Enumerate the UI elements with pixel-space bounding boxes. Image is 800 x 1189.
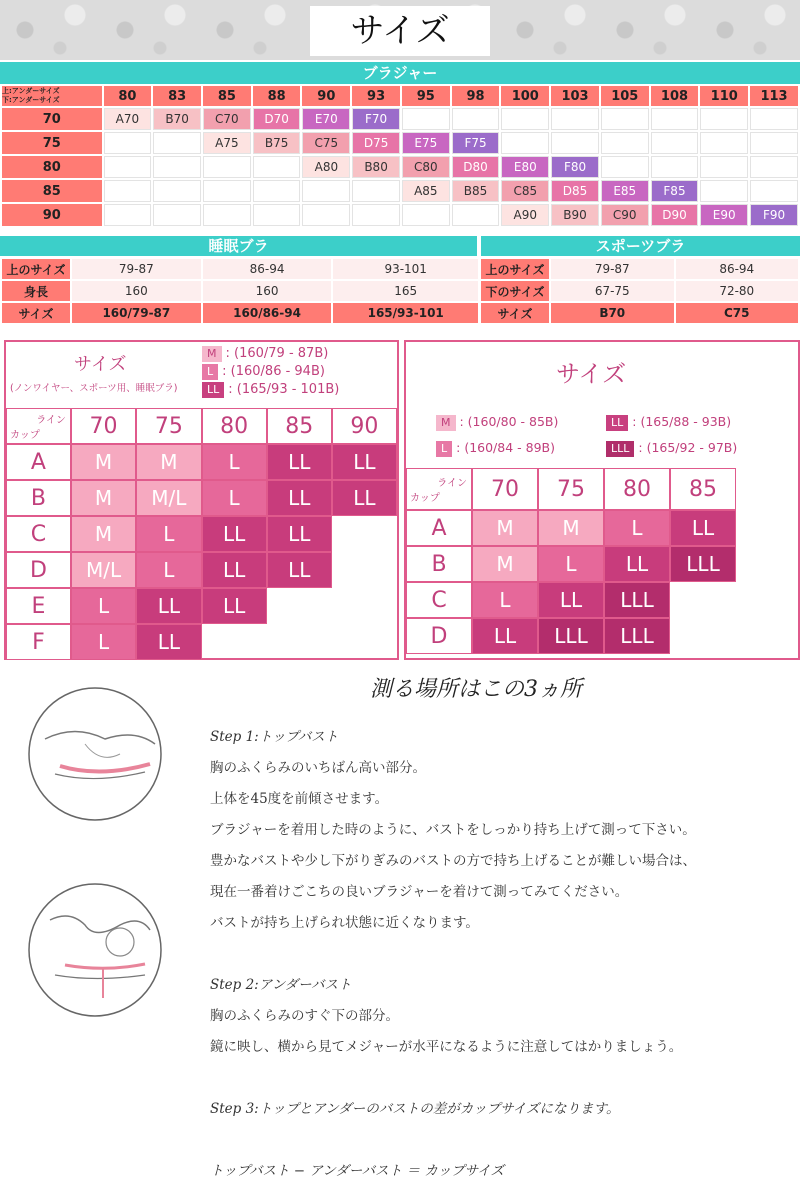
bra-size-cell [750, 180, 798, 202]
cup-column-header: 80 [604, 468, 670, 510]
measure-line: ブラジャーを着用した時のように、バストをしっかり持ち上げて測って下さい。 [210, 822, 696, 838]
bra-size-cell [402, 108, 450, 130]
left-size-panel [4, 340, 399, 660]
cup-size-cell: LL [267, 444, 332, 480]
sleep-band [0, 236, 477, 256]
bra-size-cell: D85 [551, 180, 599, 202]
bra-size-cell: E75 [402, 132, 450, 154]
bra-size-cell: D90 [651, 204, 699, 226]
bra-row-header: 75 [2, 132, 102, 154]
measure-line: 胸のふくらみのすぐ下の部分。 [210, 1008, 399, 1024]
size-tag-m: M [436, 415, 456, 431]
cup-size-cell: LL [202, 588, 267, 624]
cup-size-cell: LL [670, 510, 736, 546]
sports-row-label: 上のサイズ [481, 259, 549, 279]
bra-size-cell: D75 [352, 132, 400, 154]
sports-row [481, 303, 798, 323]
bra-size-cell [153, 132, 201, 154]
sleep-band-title: 睡眠ブラ [208, 237, 269, 255]
right_panel-legend-item [436, 440, 555, 457]
sports-row-label: 下のサイズ [481, 281, 549, 301]
bra-size-cell: E80 [501, 156, 549, 178]
sleep-row [2, 281, 478, 301]
line-label: ライン [437, 478, 467, 489]
cup-row-header: F [6, 624, 71, 660]
measure-line: 豊かなバストや少し下がりぎみのバストの方で持ち上げることが難しい場合は、 [210, 853, 696, 869]
cup-size-cell: LLL [670, 546, 736, 582]
legend-text: : (165/93 - 101B) [228, 382, 340, 397]
bra-row [2, 132, 798, 154]
bra-size-cell: C85 [501, 180, 549, 202]
size-tag-ll: LL [606, 415, 628, 431]
sports-value: 67-75 [551, 281, 674, 301]
right_panel-legend-item [606, 440, 737, 457]
bra-size-table [0, 84, 800, 228]
cup-size-cell: LL [267, 480, 332, 516]
bra-size-cell: E90 [700, 204, 748, 226]
cup-column-header: 80 [202, 408, 267, 444]
size-tag-l: L [436, 441, 452, 457]
bra-column-header: 105 [601, 86, 649, 106]
bra-size-cell [651, 132, 699, 154]
sleep-bra-table [0, 257, 480, 325]
cup-size-cell [267, 588, 332, 624]
bra-size-cell [153, 204, 201, 226]
left_panel-cup-row [6, 444, 397, 480]
right_panel-cup-row [406, 546, 736, 582]
cup-size-cell: LL [136, 588, 201, 624]
bra-row-header: 80 [2, 156, 102, 178]
measure-line: 現在一番着けごこちの良いブラジャーを着けて測ってみてください。 [210, 884, 629, 900]
bra-size-cell: D80 [452, 156, 500, 178]
cup-row-header: A [406, 510, 472, 546]
cup-column-header: 85 [267, 408, 332, 444]
measure-line: トップバスト − アンダーバスト ＝ カップサイズ [210, 1163, 505, 1179]
bra-size-cell [700, 180, 748, 202]
cup-label: カップ [410, 493, 440, 504]
cup-size-cell: LL [202, 552, 267, 588]
bra-size-cell: E85 [601, 180, 649, 202]
bra-size-cell: C75 [302, 132, 350, 154]
bra-row-header: 70 [2, 108, 102, 130]
right-cup-table [406, 468, 736, 654]
cup-size-cell [332, 588, 397, 624]
title-banner [0, 0, 800, 60]
bra-column-header: 83 [153, 86, 201, 106]
bra-column-header: 103 [551, 86, 599, 106]
bra-size-cell [700, 132, 748, 154]
measure-line: バストが持ち上げられ状態に近くなります。 [210, 915, 479, 931]
cup-column-header: 90 [332, 408, 397, 444]
sports-row-label: サイズ [481, 303, 549, 323]
left-cup-table [6, 408, 397, 660]
bra-size-cell [153, 180, 201, 202]
bra-size-cell [551, 108, 599, 130]
sports-row [481, 259, 798, 279]
sleep-row [2, 259, 478, 279]
bra-size-cell [253, 180, 301, 202]
cup-row-header: D [406, 618, 472, 654]
corner-bottom-label: 下:アンダーサイズ [2, 96, 60, 104]
cup-size-cell: LL [332, 480, 397, 516]
measure-line: Step 3:トップとアンダーのバストの差がカップサイズになります。 [210, 1101, 620, 1117]
bra-column-header: 110 [700, 86, 748, 106]
cup-column-header: 85 [670, 468, 736, 510]
sports-value: B70 [551, 303, 674, 323]
sleep-value: 160/79-87 [72, 303, 201, 323]
bra-size-cell [352, 204, 400, 226]
legend-text: : (165/92 - 97B) [638, 440, 738, 455]
bra-size-cell: A80 [302, 156, 350, 178]
bra-size-cell: B75 [253, 132, 301, 154]
left_panel-cup-row [6, 552, 397, 588]
bra-size-cell [203, 204, 251, 226]
measure-line: Step 2:アンダーバスト [210, 977, 352, 993]
legend-text: : (165/88 - 93B) [632, 414, 732, 429]
sports-value: C75 [676, 303, 799, 323]
cup-size-cell: L [71, 624, 136, 660]
cup-column-header: 70 [472, 468, 538, 510]
bra-size-cell: B80 [352, 156, 400, 178]
bra-size-cell [253, 156, 301, 178]
bra-column-header: 85 [203, 86, 251, 106]
bra-size-cell [700, 156, 748, 178]
cup-label: カップ [10, 430, 40, 441]
sports-bra-table [479, 257, 800, 325]
cup-size-cell: M/L [136, 480, 201, 516]
bra-size-cell: D70 [253, 108, 301, 130]
bra-row [2, 156, 798, 178]
right_panel-cup-row [406, 582, 736, 618]
cup-row-header: B [406, 546, 472, 582]
under-bust-illustration [25, 880, 165, 1020]
sports-band-title: スポーツブラ [595, 237, 686, 255]
right_panel-cup-row [406, 510, 736, 546]
cup-column-header: 75 [538, 468, 604, 510]
bra-size-cell [302, 180, 350, 202]
right-size-panel [404, 340, 800, 660]
size-tag-ll: LL [202, 382, 224, 398]
bra-band-title: ブラジャー [362, 64, 438, 82]
sleep-value: 160/86-94 [203, 303, 332, 323]
left_panel-cup-row [6, 516, 397, 552]
bra-size-cell [452, 108, 500, 130]
right_panel-legend-item [606, 414, 731, 431]
bra-size-cell [501, 108, 549, 130]
cup-size-cell: M/L [71, 552, 136, 588]
bra-size-cell: A70 [104, 108, 152, 130]
cup-column-header: 75 [136, 408, 201, 444]
bra-size-cell: A75 [203, 132, 251, 154]
size-tag-l: L [202, 364, 218, 380]
cup-column-header: 70 [71, 408, 136, 444]
cup-size-cell: L [472, 582, 538, 618]
bra-size-cell [601, 132, 649, 154]
bra-size-cell [302, 204, 350, 226]
bra-size-cell [601, 108, 649, 130]
corner-top-label: 上:アンダーサイズ [2, 87, 60, 95]
bra-size-cell [651, 156, 699, 178]
sleep-row-label: 上のサイズ [2, 259, 70, 279]
bra-size-cell [402, 204, 450, 226]
cup-size-cell: LLL [604, 582, 670, 618]
cup-row-header: A [6, 444, 71, 480]
left_panel-legend-item [202, 382, 339, 398]
sleep-value: 165/93-101 [333, 303, 478, 323]
sleep-value: 79-87 [72, 259, 201, 279]
bra-size-cell: E70 [302, 108, 350, 130]
bra-column-header: 88 [253, 86, 301, 106]
measure-line: 上体を45度を前傾させます。 [210, 791, 389, 807]
bra-column-header: 113 [750, 86, 798, 106]
sleep-value: 160 [203, 281, 332, 301]
left_panel-cup-header [6, 408, 397, 444]
bra-size-cell [750, 108, 798, 130]
size-tag-lll: LLL [606, 441, 634, 457]
left_panel-cup-row [6, 480, 397, 516]
bra-size-cell [203, 156, 251, 178]
cup-size-cell: L [538, 546, 604, 582]
bra-size-cell [203, 180, 251, 202]
bra-size-cell [352, 180, 400, 202]
right_panel-legend-item [436, 414, 558, 431]
sleep-value: 165 [333, 281, 478, 301]
bra-row [2, 204, 798, 226]
cup-size-cell: M [71, 480, 136, 516]
bra-size-cell [104, 132, 152, 154]
bra-size-cell [452, 204, 500, 226]
bra-size-cell [253, 204, 301, 226]
bra-size-cell: B90 [551, 204, 599, 226]
bra-size-cell [601, 156, 649, 178]
cup-size-cell [332, 624, 397, 660]
cup-size-cell: LL [604, 546, 670, 582]
sleep-value: 160 [72, 281, 201, 301]
cup-size-cell: L [202, 480, 267, 516]
sports-value: 72-80 [676, 281, 799, 301]
cup-size-cell: M [71, 516, 136, 552]
cup-size-cell: M [472, 546, 538, 582]
bra-size-cell: C90 [601, 204, 649, 226]
cup-size-cell: LL [267, 516, 332, 552]
bra-size-cell: A90 [501, 204, 549, 226]
measure-line [210, 1063, 790, 1094]
measure-line [210, 1125, 790, 1156]
bra-column-header: 95 [402, 86, 450, 106]
bra-corner-cell [2, 86, 102, 106]
cup-row-header: B [6, 480, 71, 516]
cup-size-cell: LL [202, 516, 267, 552]
right-panel-title: サイズ [556, 360, 627, 388]
bra-size-cell [104, 180, 152, 202]
legend-text: : (160/80 - 85B) [459, 414, 559, 429]
measure-steps [210, 722, 790, 1187]
cup-size-cell: M [136, 444, 201, 480]
top-bust-illustration [25, 684, 165, 824]
bra-size-cell: F70 [352, 108, 400, 130]
measure-line: 鏡に映し、横から見てメジャーが水平になるように注意してはかりましょう。 [210, 1039, 683, 1055]
bra-size-cell [750, 132, 798, 154]
cup-size-cell: M [472, 510, 538, 546]
bra-row-header: 90 [2, 204, 102, 226]
line-label: ライン [36, 415, 66, 426]
bra-size-cell [153, 156, 201, 178]
bra-row [2, 180, 798, 202]
cup-size-cell [267, 624, 332, 660]
sleep-value: 93-101 [333, 259, 478, 279]
bra-row-header: 85 [2, 180, 102, 202]
sleep-value: 86-94 [203, 259, 332, 279]
cup-size-cell [202, 624, 267, 660]
cup-row-header: E [6, 588, 71, 624]
bra-size-cell: F80 [551, 156, 599, 178]
bra-size-cell: B85 [452, 180, 500, 202]
cup-size-cell: L [604, 510, 670, 546]
cup-size-cell: M [71, 444, 136, 480]
bra-column-header: 80 [104, 86, 152, 106]
cup-size-cell: L [71, 588, 136, 624]
measure-line [210, 939, 790, 970]
bra-size-cell [750, 156, 798, 178]
left_panel-legend-item [202, 364, 325, 380]
sleep-row-label: サイズ [2, 303, 70, 323]
cup-row-header: C [6, 516, 71, 552]
cup-size-cell [670, 582, 736, 618]
bra-row [2, 108, 798, 130]
measure-line: Step 1:トップバスト [210, 729, 339, 745]
bra-size-cell [551, 132, 599, 154]
sports-value: 86-94 [676, 259, 799, 279]
size-tag-m: M [202, 346, 222, 362]
left_panel-legend-item [202, 346, 328, 362]
left-panel-subtitle: (ノンワイヤー、スポーツ用、睡眠ブラ) [10, 383, 178, 394]
sleep-row-label: 身長 [2, 281, 70, 301]
bra-size-cell: F85 [651, 180, 699, 202]
cup-row-header: D [6, 552, 71, 588]
bra-column-header: 93 [352, 86, 400, 106]
bra-size-cell: B70 [153, 108, 201, 130]
cup-size-cell: LLL [538, 618, 604, 654]
left_panel-cup-row [6, 588, 397, 624]
left_panel-cup-row [6, 624, 397, 660]
cup-size-cell: LL [136, 624, 201, 660]
sports-row [481, 281, 798, 301]
bra-size-cell [104, 204, 152, 226]
bra-size-cell [651, 108, 699, 130]
right_panel-cup-row [406, 618, 736, 654]
bra-size-cell: C70 [203, 108, 251, 130]
left-panel-title: サイズ [74, 354, 127, 375]
bra-column-header: 100 [501, 86, 549, 106]
cup-size-cell: LL [472, 618, 538, 654]
bra-column-header: 98 [452, 86, 500, 106]
bra-column-header: 90 [302, 86, 350, 106]
sleep-row [2, 303, 478, 323]
bra-size-cell: C80 [402, 156, 450, 178]
cup-size-cell: M [538, 510, 604, 546]
cup-size-cell: LL [332, 444, 397, 480]
bra-size-cell: F90 [750, 204, 798, 226]
measure-line: 胸のふくらみのいちばん高い部分。 [210, 760, 426, 776]
cup-size-cell: L [136, 552, 201, 588]
cup-size-cell [670, 618, 736, 654]
legend-text: : (160/84 - 89B) [456, 440, 555, 455]
cup-size-cell: LLL [604, 618, 670, 654]
bra-size-cell [501, 132, 549, 154]
bra-size-cell [700, 108, 748, 130]
cup-corner [6, 408, 71, 444]
bra-size-cell [104, 156, 152, 178]
measure-title: 測る場所はこの3ヵ所 [370, 677, 582, 702]
cup-size-cell: LL [538, 582, 604, 618]
cup-size-cell [332, 552, 397, 588]
sports-value: 79-87 [551, 259, 674, 279]
right_panel-cup-header [406, 468, 736, 510]
cup-size-cell [332, 516, 397, 552]
bra-size-cell: F75 [452, 132, 500, 154]
cup-corner [406, 468, 472, 510]
bra-size-cell: A85 [402, 180, 450, 202]
cup-size-cell: LL [267, 552, 332, 588]
bra-header-row [2, 86, 798, 106]
sports-band [481, 236, 800, 256]
legend-text: : (160/86 - 94B) [222, 364, 325, 379]
cup-size-cell: L [136, 516, 201, 552]
bra-band [0, 62, 800, 84]
legend-text: : (160/79 - 87B) [225, 346, 329, 361]
cup-size-cell: L [202, 444, 267, 480]
bra-column-header: 108 [651, 86, 699, 106]
cup-row-header: C [406, 582, 472, 618]
page-title: サイズ [310, 6, 490, 56]
